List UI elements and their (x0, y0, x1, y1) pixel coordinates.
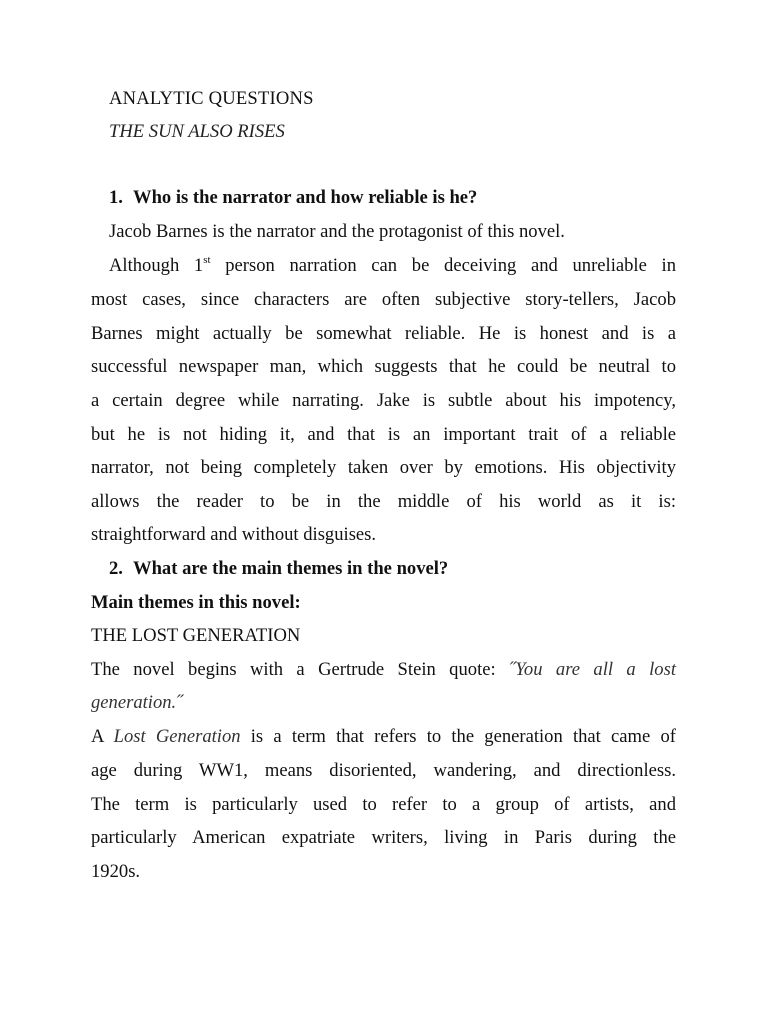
text-run: person narration can be deceiving and unreliable in (210, 255, 676, 276)
question-2 (109, 558, 694, 580)
paragraph-1-line-9: straightforward and without disguises. (91, 524, 377, 545)
paragraph-1-line-2: most cases, since characters are often subjective story-tellers, Jacob (91, 289, 676, 310)
paragraph-1-line-6: but he is not hiding it, and that is an important trait of a reliable (91, 424, 676, 445)
paragraph-3-line-5: 1920s. (91, 861, 141, 882)
document-heading: ANALYTIC QUESTIONS (109, 88, 314, 109)
question-1 (109, 187, 694, 209)
question-2-number: 2. (109, 558, 123, 579)
text-run: A (91, 726, 114, 747)
lost-generation-term: Lost Generation (113, 726, 241, 747)
text-run: is a term that refers to the generation that came of (240, 726, 676, 747)
text-run: Although 1 (109, 255, 204, 276)
paragraph-1-line-7: narrator, not being completely taken over by emotions. His objectivity (91, 457, 676, 478)
stein-quote: ˝You are all a lost (509, 659, 676, 680)
question-1-number: 1. (109, 187, 123, 208)
paragraph-1-line-8: allows the reader to be in the middle of his world as it is: (91, 491, 676, 512)
paragraph-2-line-2 (91, 692, 676, 714)
paragraph-1-line-4: successful newspaper man, which suggests that he could be neutral to (91, 356, 676, 377)
paragraph-3-line-3: The term is particularly used to refer to a group of artists, and (91, 794, 676, 815)
superscript: st (203, 254, 211, 266)
paragraph-1-line-3: Barnes might actually be somewhat reliable. He is honest and is a (91, 323, 676, 344)
paragraph-3-line-4: particularly American expatriate writers, living in Paris during the (91, 827, 676, 848)
paragraph-2-line-1 (91, 659, 676, 681)
question-1-text: Who is the narrator and how reliable is he? (133, 187, 478, 208)
question-2-text: What are the main themes in the novel? (133, 558, 449, 579)
book-title: THE SUN ALSO RISES (109, 121, 285, 142)
paragraph-1-line-5: a certain degree while narrating. Jake is subtle about his impotency, (91, 390, 676, 411)
answer-1-intro: Jacob Barnes is the narrator and the protagonist of this novel. (109, 221, 565, 242)
text-run: The novel begins with a Gertrude Stein quote: (91, 659, 510, 680)
paragraph-3-line-2: age during WW1, means disoriented, wandering, and directionless. (91, 760, 676, 781)
paragraph-1-line-1 (109, 255, 676, 277)
themes-heading: Main themes in this novel: (91, 592, 301, 613)
theme-title-lost-generation: THE LOST GENERATION (91, 625, 301, 646)
paragraph-3-line-1 (91, 726, 676, 748)
stein-quote-end: generation.˝ (91, 692, 183, 713)
